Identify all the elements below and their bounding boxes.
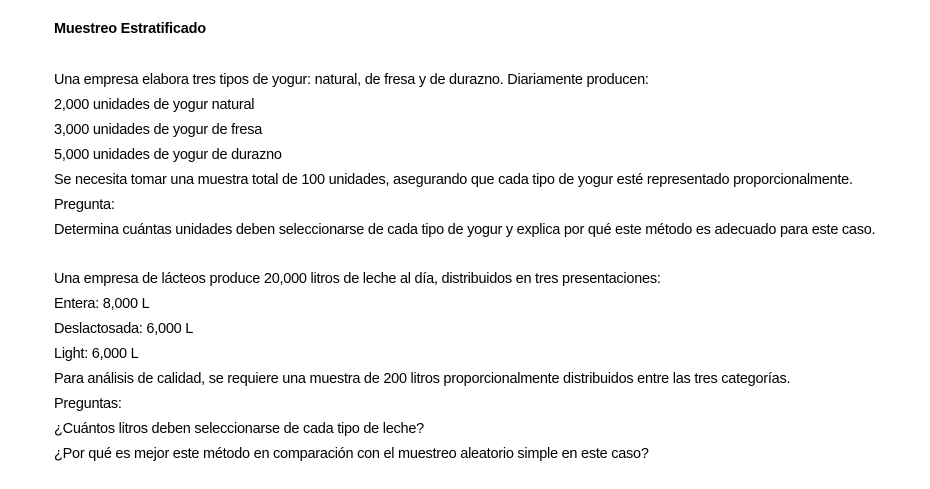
problem2-question: ¿Por qué es mejor este método en comparación con el muestreo aleatorio simple en este caso? bbox=[54, 446, 649, 462]
problem1-item: 2,000 unidades de yogur natural bbox=[54, 97, 255, 113]
problem1-requirement: Se necesita tomar una muestra total de 100 unidades, asegurando que cada tipo de yogur esté representado proporcionalmente. bbox=[54, 172, 853, 188]
problem1-question-label: Pregunta: bbox=[54, 197, 115, 213]
problem2-question-label: Preguntas: bbox=[54, 396, 122, 412]
problem2-item: Deslactosada: 6,000 L bbox=[54, 321, 194, 337]
problem2-question: ¿Cuántos litros deben seleccionarse de cada tipo de leche? bbox=[54, 421, 424, 437]
problem1-item: 5,000 unidades de yogur de durazno bbox=[54, 147, 282, 163]
problem1-question: Determina cuántas unidades deben seleccionarse de cada tipo de yogur y explica por qué este método es adecuado para este caso. bbox=[54, 222, 876, 238]
problem2-item: Entera: 8,000 L bbox=[54, 296, 150, 312]
problem2-intro: Una empresa de lácteos produce 20,000 litros de leche al día, distribuidos en tres presentaciones: bbox=[54, 271, 661, 287]
problem1-intro: Una empresa elabora tres tipos de yogur: natural, de fresa y de durazno. Diariamente producen: bbox=[54, 72, 649, 88]
problem2-item: Light: 6,000 L bbox=[54, 346, 139, 362]
problem1-item: 3,000 unidades de yogur de fresa bbox=[54, 122, 263, 138]
problem2-requirement: Para análisis de calidad, se requiere una muestra de 200 litros proporcionalmente distribuidos entre las tres categorías. bbox=[54, 371, 791, 387]
document-title: Muestreo Estratificado bbox=[54, 21, 206, 37]
